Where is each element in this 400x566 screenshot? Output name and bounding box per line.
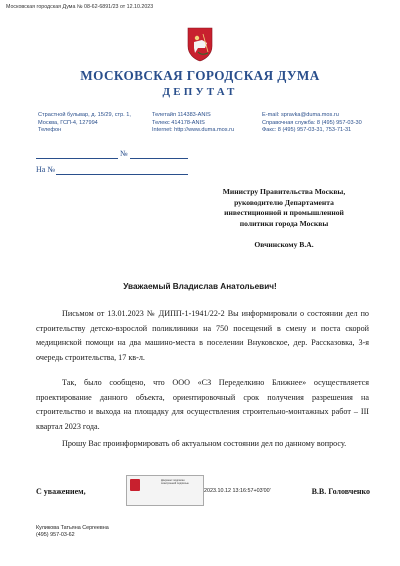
addressee-line: политики города Москвы: [239, 218, 329, 228]
contact-line: E-mail: spravka@duma.mos.ru: [262, 112, 339, 118]
executor-info: [36, 525, 109, 540]
addressee-line: инвестиционной и промышленной: [224, 208, 344, 218]
executor-name: Куликова Татьяна Сергеевна: [36, 525, 109, 531]
executor-phone: (495) 957-03-62: [36, 532, 75, 539]
body-paragraph: Так, было сообщено, что ООО «СЗ Переделкино Ближнее» осуществляется проектирование данного объекта, ориентировочный срок получения разрешения на строительство и выхода на площадку для осуществления строительно-монтажных работ – III квартал 2023 года.: [36, 378, 369, 432]
outgoing-date-field: [36, 150, 118, 159]
org-title: МОСКОВСКАЯ ГОРОДСКАЯ ДУМА: [80, 68, 320, 83]
moscow-emblem-icon: [130, 479, 140, 491]
contacts-telecom: [152, 112, 234, 135]
contact-line: Факс: 8 (495) 957-03-31, 753-71-31: [262, 127, 352, 134]
signature-title-line: Документ подписан: [161, 479, 185, 482]
contact-line: Справочная служба: 8 (495) 957-03-30: [262, 119, 362, 126]
body-paragraph: Прошу Вас проинформировать об актуальном состоянии дел по данному вопросу.: [62, 439, 347, 448]
contacts-email: [262, 112, 362, 135]
reply-to-field: [56, 166, 188, 175]
addressee-line: руководителю Департамента: [234, 197, 334, 207]
contact-line: Телетайп 114383-ANIS: [152, 112, 211, 118]
contact-line: Телефон: [38, 127, 62, 134]
closing-phrase: С уважением,: [36, 487, 86, 496]
addressee-name: Овчинскому В.А.: [254, 240, 314, 249]
signature-title-line: электронной подписью: [161, 482, 189, 485]
registration-stamp-text: Московская городская Дума № 08-62-6891/23 от 12.10.2023: [6, 4, 154, 10]
contact-line: Москва, ГСП-4, 127994: [38, 119, 98, 126]
addressee-line: Министру Правительства Москвы,: [222, 187, 346, 196]
contact-line: Телекс 414178-ANIS: [152, 119, 205, 126]
reply-to-label: На №: [36, 165, 55, 174]
contacts-address: [38, 112, 131, 135]
number-sign-label: №: [120, 149, 128, 158]
electronic-signature-stamp: [126, 475, 276, 505]
signer-name: В.В. Головченко: [311, 487, 370, 496]
signature-title: [161, 479, 201, 485]
outgoing-number-field: [130, 150, 188, 159]
addressee-block: [200, 187, 368, 229]
contact-line: Страстной бульвар, д. 15/29, стр. 1,: [38, 112, 131, 118]
salutation: Уважаемый Владислав Анатольевич!: [123, 282, 277, 291]
signature-timestamp: 2023.10.12 13:16:57+03'00': [204, 488, 271, 494]
contact-line: Internet: http://www.duma.mos.ru: [152, 127, 235, 134]
org-subtitle: ДЕПУТАТ: [162, 86, 238, 98]
moscow-coat-of-arms-icon: [186, 26, 214, 62]
signature-box: [126, 475, 204, 506]
body-paragraph: Письмом от 13.01.2023 № ДИПП-1-1941/22-2 Вы информировали о состоянии дел по строительству детско-взрослой поликлиники на 750 посещений в смену и поста скорой медицинской помощи на два машино-места в поселении Внуковское, дер. Рассказовка, 3-я очередь строительства, 17 кв-л.: [36, 309, 369, 363]
